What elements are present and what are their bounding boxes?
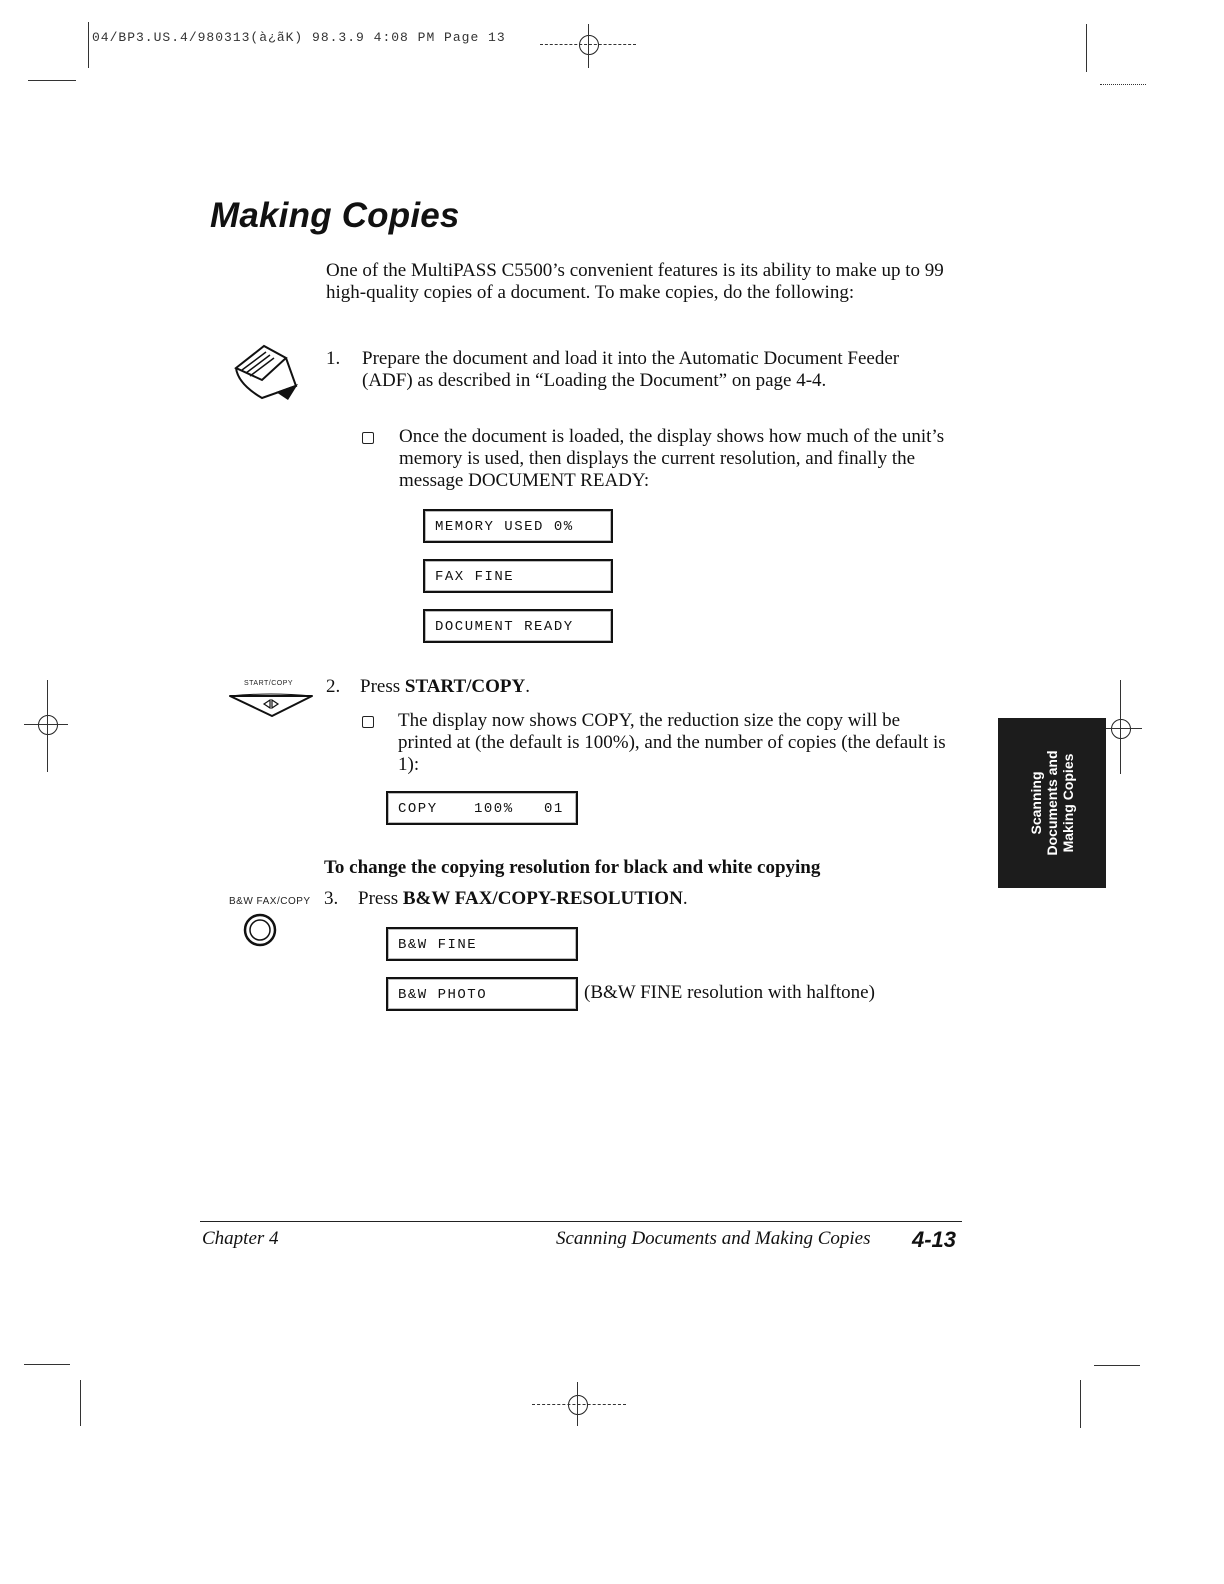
footer-section: Scanning Documents and Making Copies [556, 1228, 871, 1249]
intro-paragraph: One of the MultiPASS C5500’s convenient features is its ability to make up to 99 high-quality copies of a document. To make copies, do the following: [326, 260, 944, 303]
registration-mark-line [540, 44, 636, 45]
key-name: START/COPY [404, 676, 526, 697]
bullet-text: The display now shows COPY, the reduction size the copy will be printed at (the default is 100%), and the number of copies (the default is 1): [398, 710, 946, 775]
crop-mark [1080, 1380, 1081, 1428]
section-subheading: To change the copying resolution for black and white copying [324, 857, 821, 878]
checkbox-bullet-icon [362, 432, 374, 444]
registration-mark-icon [568, 1395, 588, 1415]
bullet-text: Once the document is loaded, the display shows how much of the unit’s memory is used, then displays the current resolution, and finally the message DOCUMENT READY: [399, 426, 945, 491]
crop-mark [1086, 24, 1087, 72]
chapter-side-tab [998, 718, 1106, 888]
step-text: Prepare the document and load it into the Automatic Document Feeder (ADF) as described in “Loading the Document” on page 4-4. [362, 348, 900, 391]
document-feeder-icon [226, 340, 306, 406]
step-text: Press START/COPY. [360, 676, 531, 697]
side-tab-line: Scanning [1028, 771, 1044, 835]
registration-mark-icon [579, 35, 599, 55]
key-name: B&W FAX/COPY-RESOLUTION [402, 888, 683, 909]
lcd-display: MEMORY USED 0% [423, 509, 613, 543]
crop-mark [88, 22, 89, 68]
side-tab-line: Documents and [1044, 750, 1060, 856]
side-tab-line: Making Copies [1060, 753, 1076, 853]
page-title: Making Copies [210, 196, 460, 235]
step-number: 2. [326, 676, 341, 697]
step-text: Press B&W FAX/COPY-RESOLUTION. [358, 888, 688, 909]
crop-mark [80, 1380, 81, 1426]
registration-mark-line [47, 680, 48, 772]
registration-mark-line [1100, 728, 1142, 729]
lcd-display: B&W PHOTO [386, 977, 578, 1011]
print-header-slug: 04/BP3.US.4/980313(à¿ãK) 98.3.9 4:08 PM Page 13 [92, 30, 506, 45]
registration-mark-icon [1111, 719, 1131, 739]
footer-rule [200, 1221, 962, 1222]
start-copy-icon-label: START/COPY [244, 680, 294, 687]
lcd-display: FAX FINE [423, 559, 613, 593]
crop-mark [24, 1364, 70, 1365]
lcd-copy-zoom: 100% [474, 801, 514, 817]
lcd-display: B&W FINE [386, 927, 578, 961]
lcd-display-copy [386, 791, 578, 825]
display-note: (B&W FINE resolution with halftone) [584, 982, 875, 1003]
footer-page-number: 4-13 [912, 1227, 957, 1252]
step-number: 3. [324, 888, 339, 909]
lcd-copy-mode: COPY [398, 801, 438, 817]
crop-mark [1094, 1365, 1140, 1366]
footer-chapter: Chapter 4 [202, 1228, 279, 1249]
start-copy-key-icon [226, 688, 316, 720]
lcd-copy-count: 01 [544, 801, 564, 817]
round-key-icon [242, 912, 278, 948]
registration-mark-line [588, 24, 589, 68]
lcd-display: DOCUMENT READY [423, 609, 613, 643]
step-number: 1. [326, 348, 341, 369]
registration-mark-line [24, 724, 68, 725]
checkbox-bullet-icon [362, 716, 374, 728]
registration-mark-line [1120, 680, 1121, 774]
registration-mark-icon [38, 715, 58, 735]
crop-mark [28, 80, 76, 81]
crop-mark [1100, 84, 1146, 85]
bw-icon-label: B&W FAX/COPY [229, 896, 311, 907]
registration-mark-line [532, 1404, 626, 1405]
